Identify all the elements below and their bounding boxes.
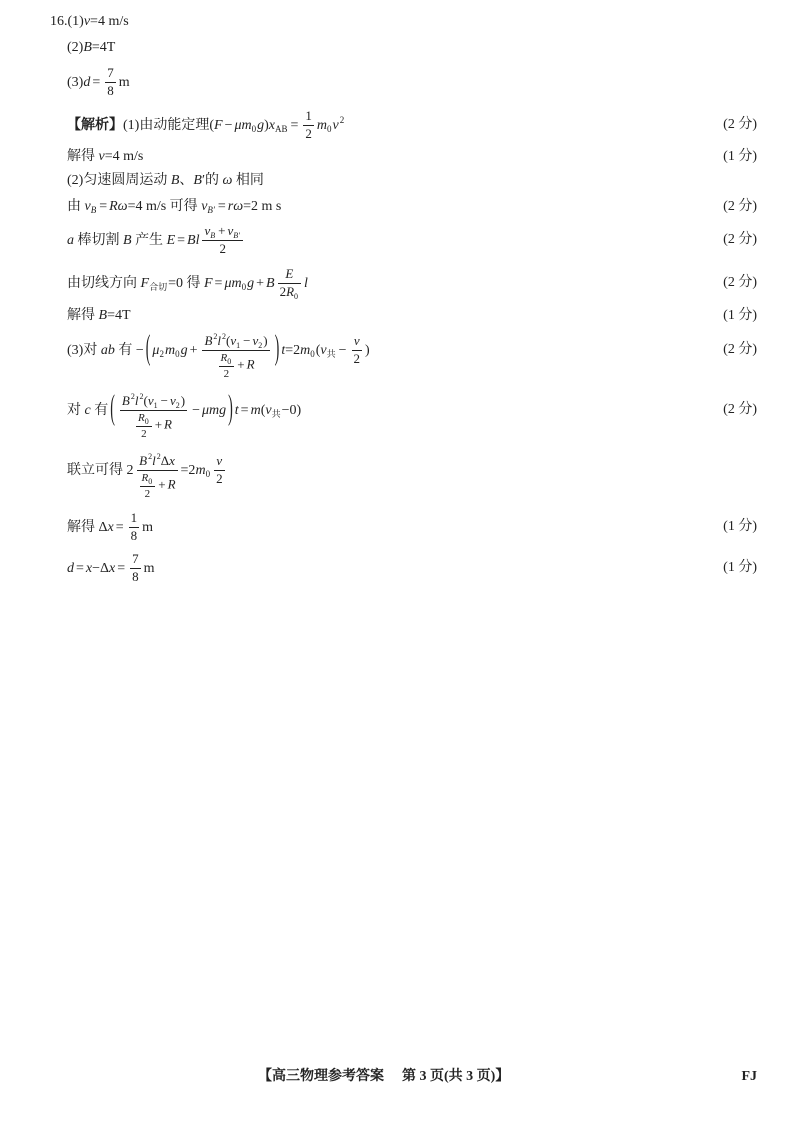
math-text: (: [315, 343, 321, 359]
answer-part-1: [0, 12, 800, 32]
math-variable: v: [147, 393, 154, 408]
fraction-numerator: [214, 454, 225, 471]
math-variable: F: [140, 276, 150, 292]
analysis-expression: [67, 391, 302, 440]
score-label: (1 分): [723, 308, 757, 323]
superscript: 2: [222, 332, 227, 341]
math-text: 2: [141, 427, 147, 440]
subscript: 0: [251, 124, 257, 135]
large-parenthesis: ): [228, 391, 233, 429]
fraction-denominator: [136, 427, 152, 441]
score-label: (2 分): [723, 117, 757, 132]
math-variable: v: [230, 333, 237, 348]
math-text: =: [99, 199, 108, 214]
math-text: 解得: [67, 149, 99, 164]
math-variable: E: [166, 233, 176, 249]
math-text: 相同: [232, 173, 264, 188]
math-variable: B: [123, 233, 132, 249]
math-text: 2: [216, 470, 223, 486]
analysis-step-tangential-force: [0, 267, 800, 300]
math-variable: R: [141, 471, 149, 484]
math-text: +: [218, 223, 226, 238]
subscript: B: [90, 205, 97, 215]
math-variable: R: [286, 283, 295, 299]
math-text: =: [177, 233, 186, 249]
subscript: 0: [294, 291, 299, 301]
fraction: [105, 66, 116, 99]
analysis-expression: [67, 266, 308, 301]
math-variable: v: [204, 223, 211, 238]
math-variable: rω: [227, 199, 244, 214]
analysis-expression: [67, 223, 246, 256]
math-text: 2: [144, 487, 151, 500]
fraction-denominator: [219, 367, 235, 381]
analysis-step-combined: [0, 454, 800, 500]
score-label: (1 分): [723, 560, 757, 575]
math-text: 对: [67, 403, 85, 419]
math-variable: Bl: [187, 233, 200, 249]
analysis-expression: [67, 452, 228, 500]
footer-code: FJ: [741, 1069, 757, 1084]
math-variable: B: [193, 173, 202, 188]
analysis-expression: [67, 173, 264, 188]
superscript: 2: [339, 115, 345, 126]
math-text: +: [189, 343, 198, 359]
math-variable: Rω: [109, 199, 128, 214]
math-text: 产生: [131, 233, 167, 249]
fraction-denominator: [140, 487, 156, 501]
math-variable: B: [204, 333, 213, 348]
analysis-step-kinetic-energy: [0, 109, 800, 142]
math-text: (: [260, 403, 266, 419]
analysis-expression: [67, 331, 370, 380]
math-variable: v: [227, 223, 234, 238]
fraction: [202, 224, 242, 257]
math-text: (2): [67, 40, 84, 55]
fraction-denominator: [129, 528, 140, 544]
math-text: =: [217, 199, 226, 214]
math-text: +: [158, 476, 166, 492]
math-text: (3)对: [67, 343, 101, 359]
math-text: 7: [132, 551, 139, 566]
subscript: 1: [153, 401, 158, 410]
math-variable: v: [84, 199, 91, 214]
math-text: Δ: [160, 453, 170, 468]
fraction-numerator: [278, 267, 301, 284]
subscript: 共: [326, 349, 336, 360]
math-text: =4 m/s: [104, 149, 144, 164]
math-variable: l: [134, 393, 139, 408]
subscript: 0: [241, 282, 247, 293]
math-text: −Δ: [92, 561, 110, 577]
score-label: (2 分): [723, 402, 757, 417]
score-label: (1 分): [723, 149, 757, 164]
math-variable: F: [203, 276, 213, 292]
fraction: [120, 394, 187, 440]
large-parenthesis: (: [110, 391, 115, 429]
math-text: 解得 Δ: [67, 520, 108, 536]
subscript: 0: [205, 469, 211, 480]
fraction: [303, 109, 314, 142]
fraction-numerator: [136, 412, 152, 427]
subscript: B′: [233, 231, 240, 240]
math-text: ): [263, 333, 268, 348]
analysis-expression: [67, 308, 131, 323]
fraction-numerator: [137, 454, 178, 471]
math-variable: m: [164, 343, 176, 359]
math-text: (: [143, 393, 148, 408]
math-text: 2: [219, 240, 226, 256]
subscript: 0: [175, 349, 180, 360]
score-label: (1 分): [723, 519, 757, 534]
fraction-denominator: [278, 284, 301, 300]
subscript: 0: [327, 124, 332, 135]
math-text: =4T: [91, 40, 116, 55]
math-text: =: [240, 403, 249, 419]
math-text: (1)由动能定理(: [123, 118, 214, 134]
math-text: 2: [223, 367, 230, 380]
math-variable: x: [169, 453, 175, 468]
analysis-step-distance-result: [0, 552, 800, 585]
fraction-numerator: [219, 352, 235, 367]
subscript: 合切: [149, 282, 168, 293]
math-variable: a: [67, 233, 74, 249]
fraction-denominator: [137, 471, 178, 500]
fraction: [140, 472, 156, 500]
math-text: m: [142, 520, 154, 536]
page-footer: [258, 1067, 509, 1087]
math-text: 由: [67, 199, 85, 214]
superscript: 2: [139, 392, 144, 401]
fraction-numerator: [352, 334, 363, 351]
answer-expression: [67, 65, 130, 98]
fraction: [136, 412, 152, 440]
math-variable: v: [320, 343, 327, 359]
footer-page-number: 第 3 页(共 3 页)】: [402, 1069, 510, 1084]
math-text: 解得: [67, 308, 99, 323]
math-variable: m: [316, 118, 328, 134]
superscript: 2: [148, 452, 153, 461]
math-text: m: [118, 75, 130, 91]
math-variable: d: [83, 75, 91, 91]
fraction-numerator: [105, 66, 116, 83]
math-variable: v: [252, 333, 259, 348]
math-text: =: [290, 118, 299, 134]
math-variable: F: [214, 118, 223, 134]
math-variable: v: [201, 199, 208, 214]
subscript: 0: [310, 349, 315, 360]
math-variable: l: [217, 333, 222, 348]
math-variable: μm: [234, 118, 252, 134]
math-text: 2: [305, 125, 312, 141]
math-text: =4T: [107, 308, 131, 323]
math-text: 7: [107, 65, 114, 80]
math-text: (: [226, 333, 231, 348]
math-variable: R: [246, 356, 255, 372]
subscript: 2: [175, 401, 180, 410]
analysis-expression: [67, 108, 345, 141]
fraction-denominator: [202, 351, 269, 380]
answer-part-3: [0, 66, 800, 99]
math-variable: x: [85, 561, 93, 577]
subscript: AB: [275, 124, 288, 135]
analysis-expression: [67, 199, 281, 214]
math-variable: v: [83, 14, 91, 29]
math-variable: c: [84, 403, 91, 419]
math-text: −: [224, 118, 233, 134]
analysis-step-induced-emf: [0, 224, 800, 257]
math-variable: g: [257, 118, 265, 134]
math-text: −: [160, 393, 168, 408]
math-text: 棒切割: [74, 233, 123, 249]
subscript: B: [210, 231, 216, 240]
answer-expression: [50, 14, 129, 29]
analysis-step-field-result: [0, 306, 800, 326]
math-text: =2 m s: [243, 199, 282, 214]
math-text: (3): [67, 75, 84, 91]
math-variable: ω: [222, 173, 233, 188]
analysis-expression: [67, 551, 155, 584]
subscript: 0: [227, 356, 232, 366]
math-text: +: [154, 416, 163, 432]
math-text: =4 m/s: [90, 14, 129, 29]
analysis-step-displacement-result: [0, 511, 800, 544]
fraction-denominator: [352, 351, 363, 367]
math-text: 1: [305, 108, 312, 123]
math-variable: v: [265, 403, 272, 419]
analysis-step-circular-motion: [0, 171, 800, 191]
fraction: [129, 511, 140, 544]
math-variable: l: [304, 276, 308, 292]
subscript: 1: [236, 341, 241, 350]
fraction-numerator: [120, 394, 187, 411]
score-label: (2 分): [723, 342, 757, 357]
analysis-step-ab-impulse: [0, 331, 800, 380]
math-text: 、: [179, 173, 194, 188]
large-parenthesis: ): [274, 331, 280, 369]
fraction: [219, 352, 235, 380]
footer-title: 【高三物理参考答案: [258, 1069, 384, 1084]
math-variable: m: [250, 403, 261, 419]
math-variable: R: [167, 476, 176, 492]
math-variable: B: [121, 393, 130, 408]
math-text: ): [264, 118, 269, 134]
fraction-denominator: [120, 411, 187, 440]
math-text: ′的: [201, 173, 223, 188]
math-text: 有 −: [114, 343, 144, 359]
fraction: [278, 267, 301, 300]
analysis-expression: [67, 149, 143, 164]
math-text: =0 得: [168, 276, 204, 292]
math-text: +: [237, 356, 245, 372]
math-variable: R: [164, 416, 172, 432]
math-variable: g: [247, 276, 255, 292]
superscript: 2: [213, 332, 218, 341]
math-text: 2: [279, 283, 287, 299]
math-text: −: [243, 333, 251, 348]
math-text: 2: [353, 350, 361, 366]
fraction: [214, 454, 225, 487]
math-text: 8: [132, 568, 139, 584]
math-text: ): [365, 343, 370, 359]
score-label: (2 分): [723, 275, 757, 290]
math-variable: v: [98, 149, 105, 164]
subscript: 共: [271, 409, 281, 420]
score-label: (2 分): [723, 199, 757, 214]
analysis-step-velocity-relation: [0, 197, 800, 217]
math-variable: R: [220, 351, 228, 364]
answer-expression: [67, 40, 115, 55]
math-variable: t: [234, 403, 239, 419]
math-variable: R: [137, 411, 145, 424]
math-variable: v: [353, 333, 360, 348]
math-text: =: [115, 520, 124, 536]
math-text: −0): [281, 403, 302, 419]
math-variable: μm: [224, 276, 242, 292]
math-variable: v: [216, 453, 223, 468]
score-label: (2 分): [723, 232, 757, 247]
math-variable: μmg: [201, 403, 227, 419]
math-text: 有: [90, 403, 109, 419]
fraction-numerator: [303, 109, 314, 126]
superscript: 2: [130, 392, 135, 401]
fraction-numerator: [129, 511, 140, 528]
fraction-denominator: [214, 471, 225, 487]
fraction-denominator: [303, 126, 314, 142]
math-text: 16.(1): [50, 14, 84, 29]
math-variable: B: [139, 453, 148, 468]
answer-part-2: [0, 38, 800, 58]
subscript: 0: [148, 476, 153, 486]
fraction: [352, 334, 363, 367]
math-variable: g: [180, 343, 188, 359]
math-text: 8: [107, 82, 114, 98]
math-text: =2: [285, 343, 301, 359]
large-parenthesis: (: [145, 331, 151, 369]
analysis-step-speed-result: [0, 147, 800, 167]
fraction-numerator: [202, 334, 269, 351]
math-text: =: [117, 561, 126, 577]
math-text: 联立可得 2: [67, 463, 134, 479]
section-heading: 【解析】: [67, 118, 123, 134]
math-text: =: [92, 75, 101, 91]
math-variable: v: [332, 118, 339, 134]
math-variable: l: [152, 453, 156, 468]
math-text: +: [256, 276, 264, 292]
math-text: =: [76, 561, 84, 577]
math-variable: d: [67, 561, 74, 577]
math-variable: x: [109, 561, 116, 577]
subscript: 2: [159, 349, 164, 360]
fraction: [202, 334, 269, 380]
math-variable: t: [281, 343, 286, 359]
math-variable: m: [195, 463, 206, 479]
math-text: 1: [130, 510, 138, 525]
math-text: =: [214, 276, 223, 292]
math-text: =4 m/s 可得: [127, 199, 202, 214]
math-text: 8: [130, 527, 138, 543]
math-text: ): [180, 393, 186, 408]
math-variable: E: [285, 266, 294, 281]
math-variable: B: [83, 40, 92, 55]
math-variable: B: [170, 173, 180, 188]
math-variable: x: [268, 118, 275, 134]
fraction-numerator: [130, 552, 141, 569]
math-variable: B: [98, 308, 108, 323]
math-text: −: [338, 343, 347, 359]
fraction-numerator: [140, 472, 156, 487]
fraction-numerator: [202, 224, 242, 241]
fraction: [130, 552, 141, 585]
subscript: 2: [258, 341, 263, 350]
fraction-denominator: [105, 83, 116, 99]
math-text: m: [143, 561, 155, 577]
math-variable: v: [169, 393, 176, 408]
math-text: 由切线方向: [67, 276, 141, 292]
math-variable: μ: [152, 343, 160, 359]
fraction: [137, 454, 178, 500]
subscript: 0: [144, 416, 149, 426]
math-variable: B: [266, 276, 275, 292]
fraction-denominator: [202, 241, 242, 257]
analysis-step-c-impulse: [0, 391, 800, 440]
analysis-expression: [67, 510, 154, 543]
subscript: B′: [207, 205, 215, 215]
fraction-denominator: [130, 569, 141, 585]
math-variable: x: [107, 520, 114, 536]
superscript: 2: [156, 452, 161, 461]
math-variable: m: [300, 343, 311, 359]
math-text: −: [192, 403, 200, 419]
math-text: =2: [180, 463, 196, 479]
math-variable: ab: [100, 343, 115, 359]
math-text: (2)匀速圆周运动: [67, 173, 171, 188]
